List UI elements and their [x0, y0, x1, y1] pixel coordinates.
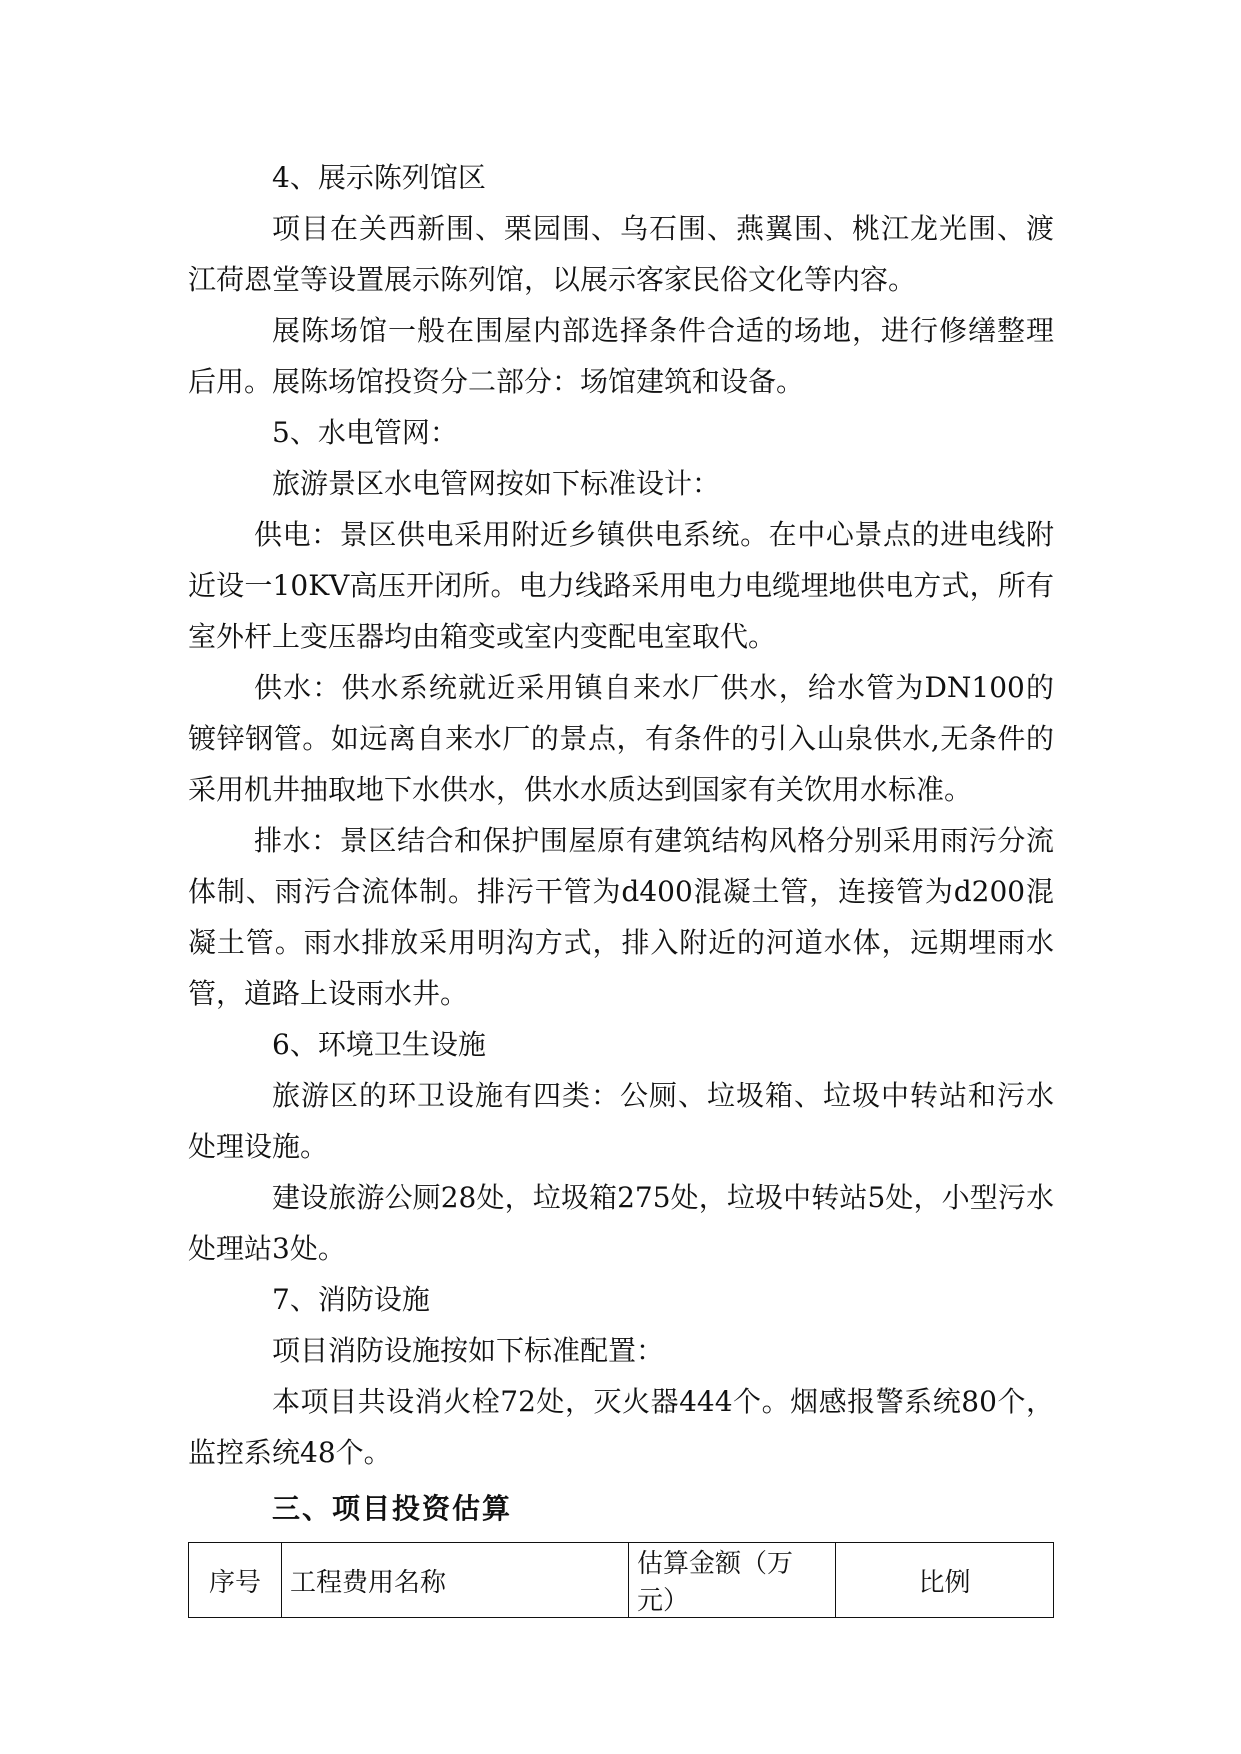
subsection-heading-sanitation: 6、环境卫生设施 — [272, 1028, 486, 1061]
header-seq: 序号 — [189, 1543, 282, 1618]
document-body — [188, 152, 1054, 1618]
header-item-name: 工程费用名称 — [282, 1543, 629, 1618]
paragraph-exhibition-venues: 展陈场馆一般在围屋内部选择条件合适的场地，进行修缮整理后用。展陈场馆投资分二部分：场馆建筑和设备。 — [188, 314, 1054, 398]
subsection-heading-utilities: 5、水电管网： — [272, 416, 458, 449]
paragraph-power-supply: 供电：景区供电采用附近乡镇供电系统。在中心景点的进电线附近设一10KV高压开闭所。电力线路采用电力电缆埋地供电方式，所有室外杆上变压器均由箱变或室内变配电室取代。 — [188, 518, 1054, 653]
paragraph-water-supply: 供水：供水系统就近采用镇自来水厂供水，给水管为DN100的镀锌钢管。如远离自来水厂的景点，有条件的引入山泉供水,无条件的采用机井抽取地下水供水，供水水质达到国家有关饮用水标准。 — [188, 671, 1054, 806]
section-title-investment: 三、项目投资估算 — [272, 1492, 513, 1525]
paragraph-drainage: 排水：景区结合和保护围屋原有建筑结构风格分别采用雨污分流体制、雨污合流体制。排污干管为d400混凝土管，连接管为d200混凝土管。雨水排放采用明沟方式，排入附近的河道水体，远期埋雨水管，道路上设雨水井。 — [188, 824, 1054, 1010]
paragraph-fire-intro: 项目消防设施按如下标准配置： — [272, 1334, 665, 1367]
paragraph-exhibition-locations: 项目在关西新围、栗园围、乌石围、燕翼围、桃江龙光围、渡江荷恩堂等设置展示陈列馆，以展示客家民俗文化等内容。 — [188, 212, 1054, 296]
header-amount: 估算金额（万元） — [629, 1543, 836, 1618]
subsection-heading-fire: 7、消防设施 — [272, 1283, 430, 1316]
paragraph-fire-counts: 本项目共设消火栓72处，灭火器444个。烟感报警系统80个，监控系统48个。 — [188, 1385, 1054, 1469]
table-header-row — [189, 1543, 1054, 1618]
paragraph-utilities-intro: 旅游景区水电管网按如下标准设计： — [272, 467, 721, 500]
paragraph-sanitation-types: 旅游区的环卫设施有四类：公厕、垃圾箱、垃圾中转站和污水处理设施。 — [188, 1079, 1054, 1163]
subsection-heading-exhibition: 4、展示陈列馆区 — [272, 161, 486, 194]
header-ratio: 比例 — [836, 1543, 1054, 1618]
paragraph-sanitation-counts: 建设旅游公厕28处，垃圾箱275处，垃圾中转站5处，小型污水处理站3处。 — [188, 1181, 1054, 1265]
investment-table — [188, 1542, 1054, 1618]
